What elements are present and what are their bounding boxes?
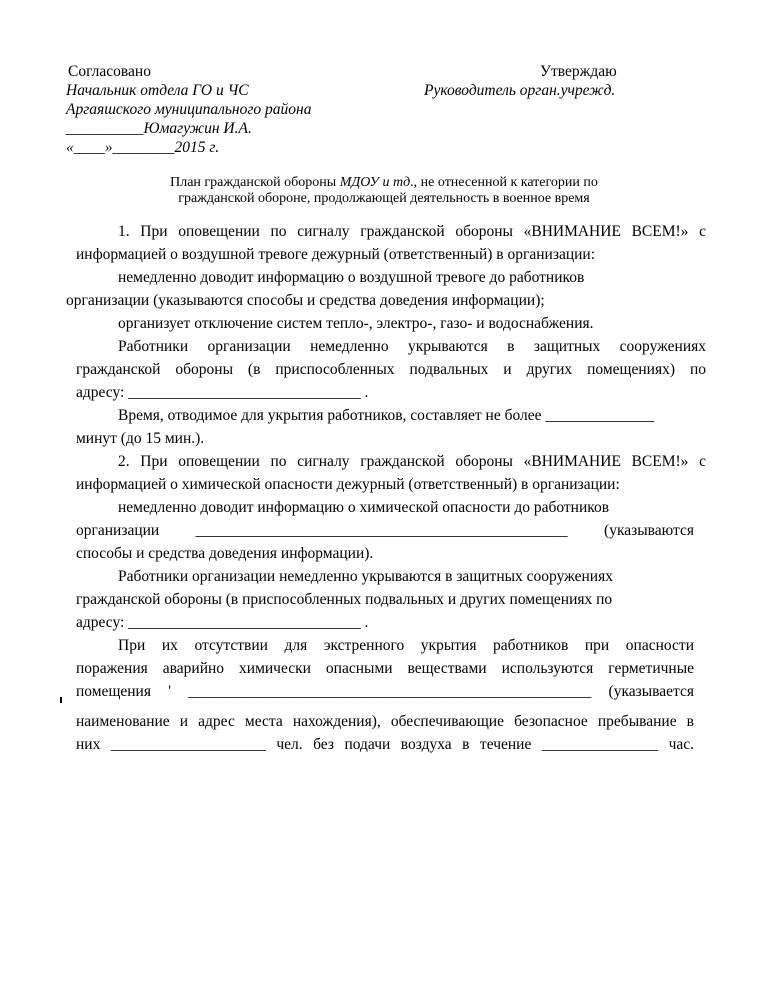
- approve-position: Руководитель орган.учрежд.: [424, 82, 616, 99]
- paragraph-1-line: гражданской обороны (в приспособленных подвальных и других помещениях) по: [76, 361, 706, 378]
- paragraph-2-line: способы и средства доведения информации).: [76, 545, 374, 562]
- title-pre: План гражданской обороны: [170, 175, 340, 190]
- paragraph-2-line: адресу: ______________________________ .: [76, 614, 369, 631]
- title-post: ., не отнесенной к категории по: [410, 175, 598, 190]
- paragraph-2-line: При их отсутствии для экстренного укрытия работников при опасности: [118, 637, 694, 654]
- paragraph-2-line: информацией о химической опасности дежурный (ответственный) в организации:: [76, 476, 620, 493]
- margin-mark: [60, 697, 62, 703]
- document-title-line1: [100, 174, 668, 191]
- paragraph-2-line: 2. При оповещении по сигналу гражданской обороны «ВНИМАНИЕ ВСЕМ!» с: [118, 453, 706, 470]
- approve-heading: Утверждаю: [540, 63, 617, 80]
- paragraph-1-line: адресу: ______________________________ .: [76, 384, 369, 401]
- paragraph-2-line: гражданской обороны (в приспособленных подвальных и других помещениях по: [76, 591, 613, 608]
- paragraph-2-line: Работники организации немедленно укрываются в защитных сооружениях: [118, 568, 613, 585]
- agreed-position-line1: Начальник отдела ГО и ЧС: [66, 82, 249, 99]
- agreed-date-line: «____»________2015 г.: [66, 139, 220, 156]
- paragraph-1-line: немедленно доводит информацию о воздушной тревоге до работников: [118, 269, 585, 286]
- paragraph-1-line: минут (до 15 мин.).: [76, 430, 205, 447]
- paragraph-1-line: Работники организации немедленно укрываются в защитных сооружениях: [118, 338, 706, 355]
- agreed-heading: Согласовано: [68, 63, 151, 80]
- agreed-signature-line: __________Юмагужин И.А.: [66, 120, 252, 137]
- document-title-line2: гражданской обороне, продолжающей деятельность в военное время: [178, 191, 590, 206]
- paragraph-1-line: Время, отводимое для укрытия работников, составляет не более ______________: [118, 407, 654, 424]
- paragraph-2-line: них ____________________ чел. без подачи воздуха в течение _______________ час.: [76, 736, 694, 753]
- paragraph-1-line: организует отключение систем тепло-, электро-, газо- и водоснабжения.: [118, 315, 594, 332]
- paragraph-2-line: организации ________________________________________________ (указываются: [76, 522, 694, 539]
- paragraph-1-line: информацией о воздушной тревоге дежурный (ответственный) в организации:: [76, 246, 596, 263]
- paragraph-1-line: организации (указываются способы и средства доведения информации);: [66, 292, 545, 309]
- paragraph-2-line: наименование и адрес места нахождения), обеспечивающие безопасное пребывание в: [76, 713, 694, 730]
- paragraph-2-line: немедленно доводит информацию о химической опасности до работников: [118, 499, 610, 516]
- title-org-name: МДОУ и тд: [339, 175, 411, 190]
- paragraph-1-line: 1. При оповещении по сигналу гражданской обороны «ВНИМАНИЕ ВСЕМ!» с: [118, 223, 706, 240]
- paragraph-2-line: помещения ' ____________________________________________________ (указывается: [76, 683, 694, 700]
- agreed-position-line2: Аргаяшского муниципального района: [66, 101, 312, 118]
- paragraph-2-line: поражения аварийно химически опасными веществами используются герметичные: [76, 660, 694, 677]
